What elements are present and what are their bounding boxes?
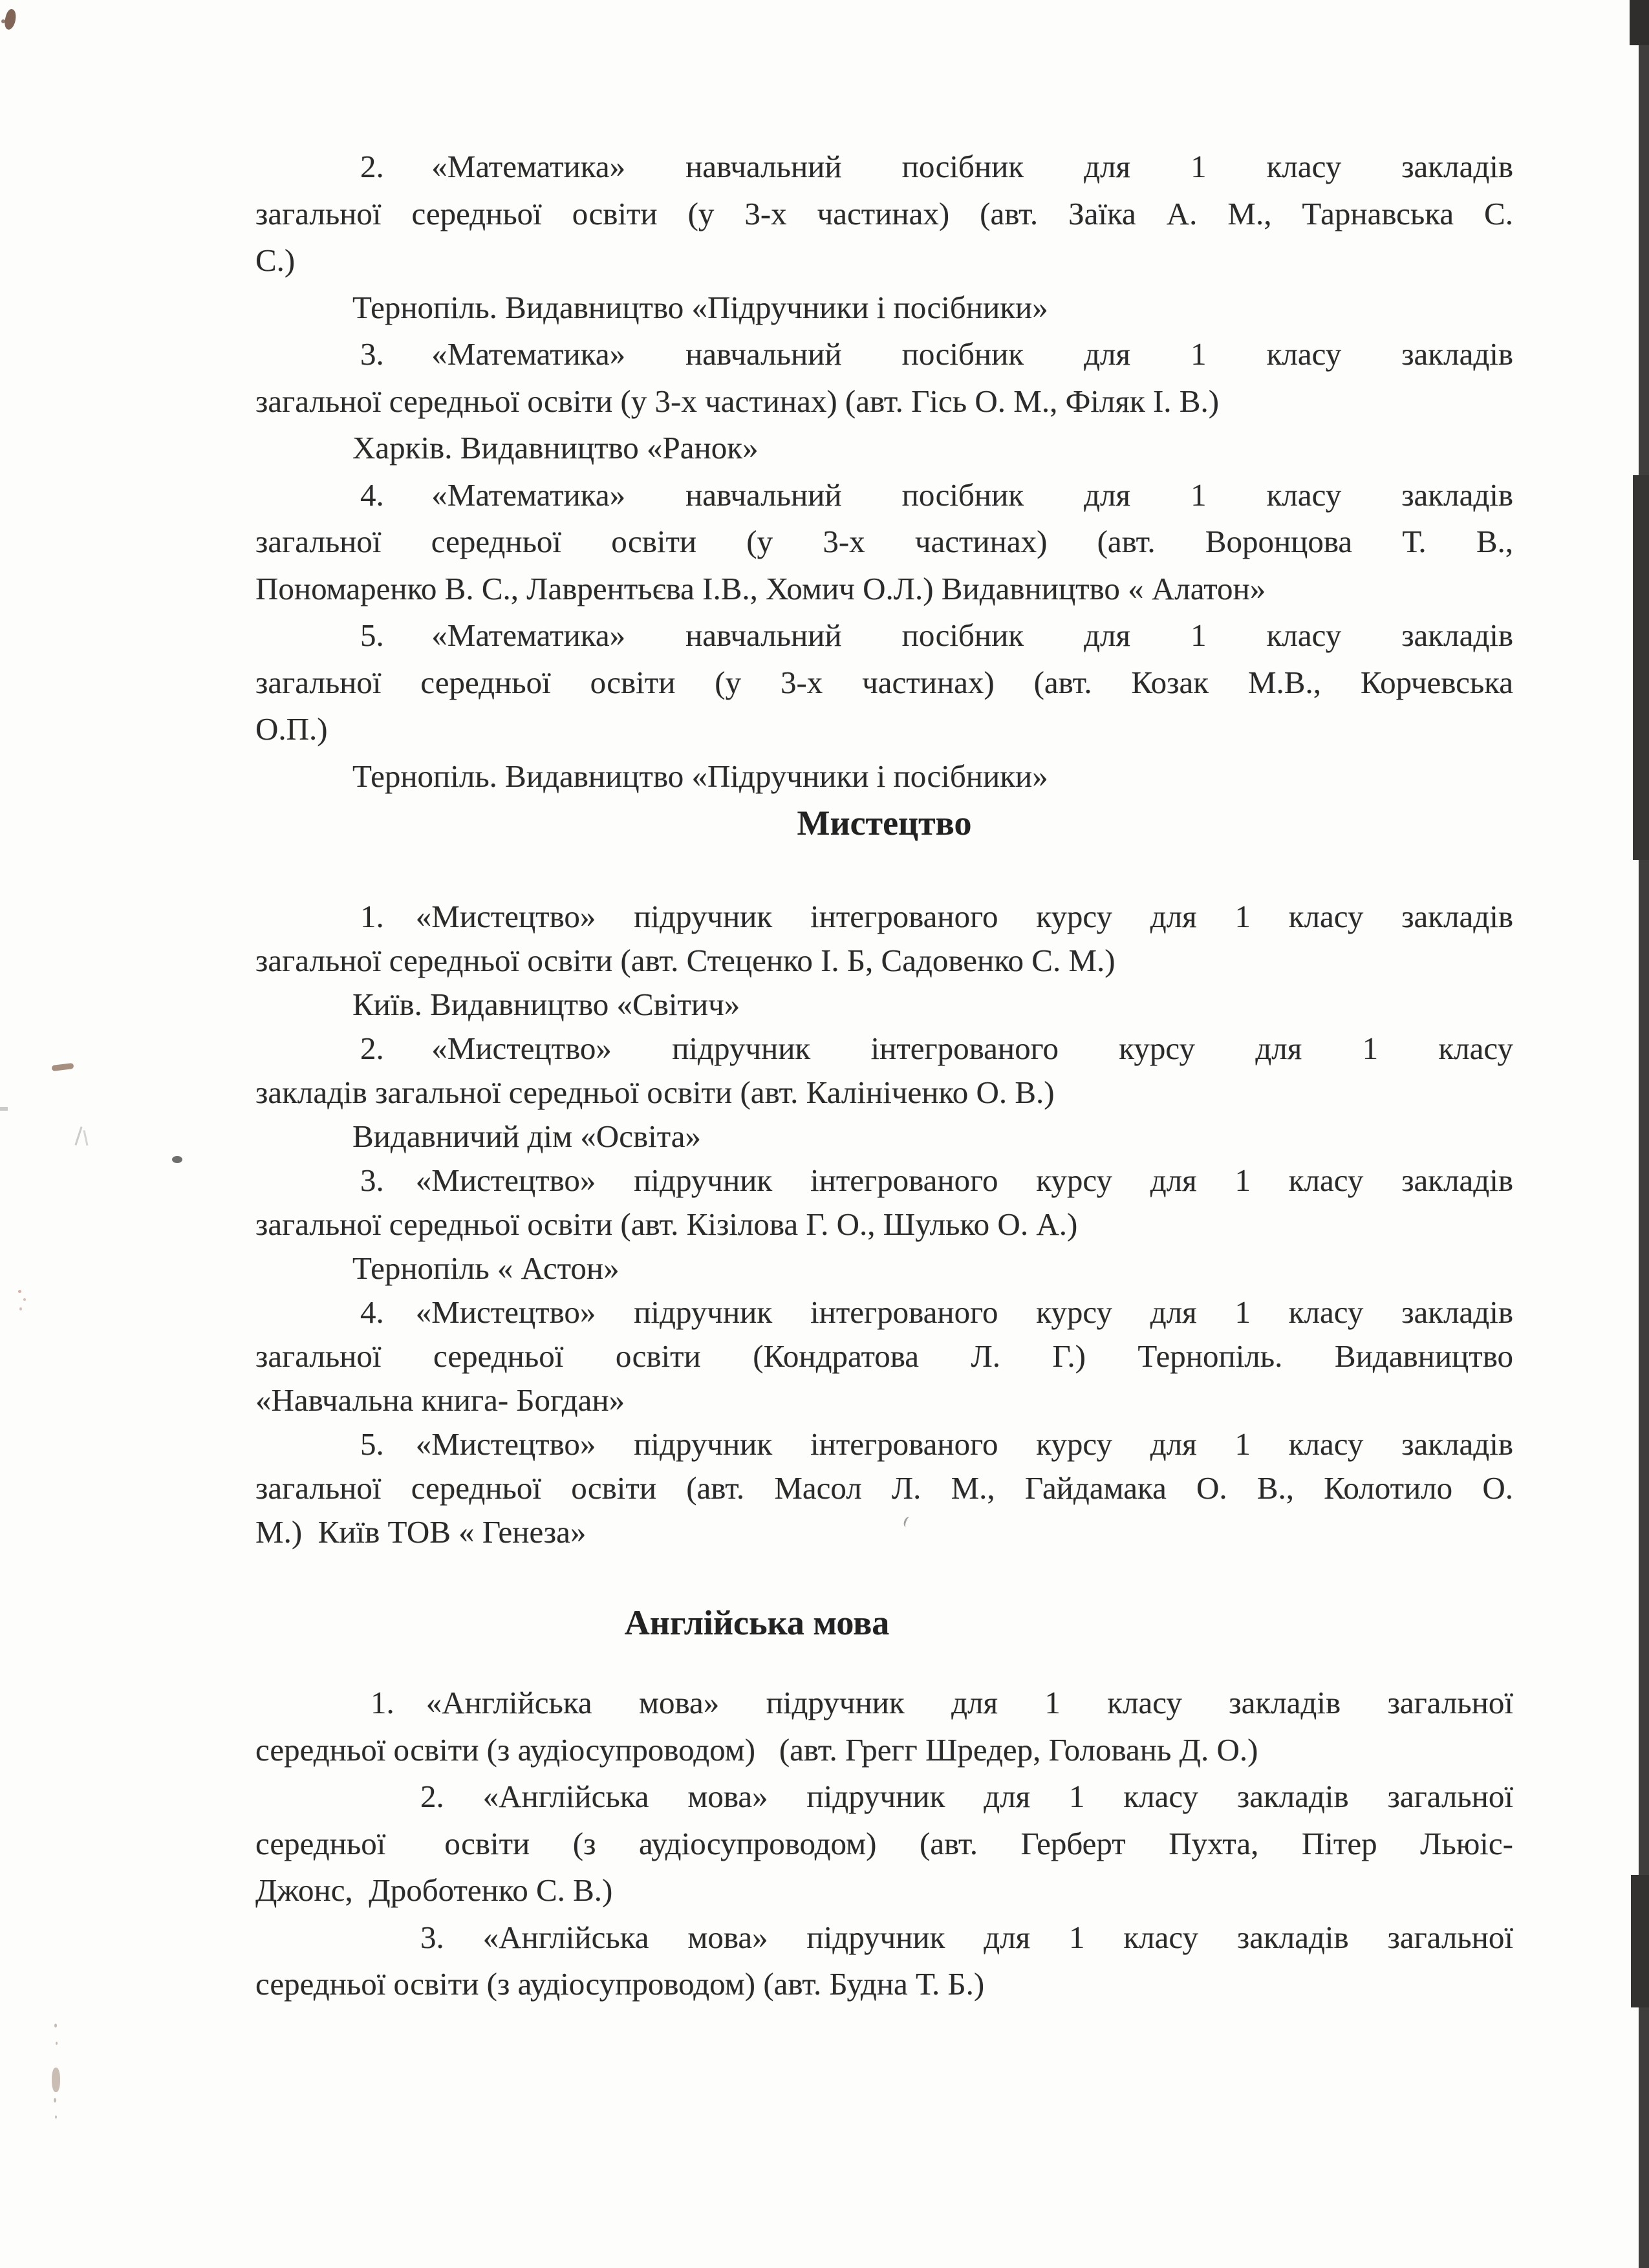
list-item-line: 3. «Англійська мова» підручник для 1 класу закладів загальної — [420, 1919, 1513, 1955]
list-item-line: 2. «Мистецтво» підручник інтегрованого курсу для 1 класу — [360, 1030, 1513, 1066]
list-item-line: 4. «Математика» навчальний посібник для 1 класу закладів — [360, 476, 1513, 513]
pen-smudge — [1, 19, 5, 23]
scan-edge-shadow — [1631, 1875, 1649, 2007]
list-item-line: 1. «Англійська мова» підручник для 1 класу закладів загальної — [371, 1685, 1513, 1720]
list-item-line: 5. «Мистецтво» підручник інтегрованого курсу для 1 класу закладів — [360, 1426, 1513, 1462]
list-item-line: загальної середньої освіти (авт. Кізілова Г. О., Шулько О. А.) — [255, 1206, 1078, 1242]
publisher-line: «Навчальна книга- Богдан» — [255, 1382, 625, 1418]
list-item-line: загальної середньої освіти (авт. Масол Л. М., Гайдамака О. В., Колотило О. — [255, 1470, 1513, 1506]
list-item-line: 3. «Мистецтво» підручник інтегрованого курсу для 1 класу закладів — [360, 1162, 1513, 1198]
list-item-line: середньої освіти (з аудіосупроводом) (авт. Будна Т. Б.) — [255, 1966, 985, 2002]
scan-speck — [54, 2024, 57, 2027]
scan-edge-shadow — [1630, 0, 1649, 45]
section-heading-english: Англійська мова — [624, 1603, 890, 1642]
publisher-line: Тернопіль. Видавництво «Підручники і посібники» — [352, 289, 1048, 325]
scan-speck — [56, 2042, 58, 2045]
list-item-line: О.П.) — [255, 711, 328, 747]
list-item-line: 5. «Математика» навчальний посібник для 1 класу закладів — [360, 617, 1513, 653]
scan-edge-shadow — [1633, 475, 1649, 860]
list-item-line: С.) — [255, 242, 296, 278]
list-item-line: Джонс, Дроботенко С. В.) — [255, 1872, 613, 1908]
section-mathematics — [255, 144, 1513, 800]
publisher-line: Київ. Видавництво «Світич» — [352, 986, 740, 1022]
publisher-line: Харків. Видавництво «Ранок» — [352, 430, 759, 465]
list-item-line: М.) Київ ТОВ « Генеза» — [255, 1514, 587, 1550]
scan-speck — [23, 1298, 26, 1301]
section-heading-art: Мистецтво — [797, 804, 972, 842]
scan-speck — [55, 2115, 57, 2119]
list-item-line: 3. «Математика» навчальний посібник для 1 класу закладів — [360, 336, 1513, 372]
scan-speck — [54, 2098, 56, 2102]
scan-edge-shadow — [1639, 0, 1649, 2268]
publisher-line: Тернопіль « Астон» — [352, 1250, 620, 1286]
scan-speck — [19, 1307, 22, 1311]
list-item-line: загальної середньої освіти (у 3-х частинах) (авт. Заїка А. М., Тарнавська С. — [255, 195, 1513, 231]
margin-pen-mark — [52, 1063, 74, 1071]
list-item-line: 1. «Мистецтво» підручник інтегрованого курсу для 1 класу закладів — [360, 898, 1513, 934]
list-item-line: 2. «Математика» навчальний посібник для 1 класу закладів — [360, 149, 1513, 184]
document-body — [255, 144, 1513, 2008]
list-item-line: Пономаренко В. С., Лаврентьєва І.В., Хомич О.Л.) Видавництво « Алатон» — [255, 570, 1266, 606]
scan-speck — [0, 1107, 8, 1111]
list-item-line: загальної середньої освіти (у 3-х частинах) (авт. Гісь О. М., Філяк І. В.) — [255, 383, 1220, 419]
pen-smudge — [3, 8, 17, 31]
list-item-line: 2. «Англійська мова» підручник для 1 класу закладів загальної — [420, 1779, 1513, 1814]
list-item-line: 4. «Мистецтво» підручник інтегрованого курсу для 1 класу закладів — [360, 1294, 1513, 1330]
list-item-line: середньої освіти (з аудіосупроводом) (авт. Грегг Шредер, Головань Д. О.) — [255, 1731, 1258, 1768]
list-item-line: закладів загальної середньої освіти (авт. Калініченко О. В.) — [255, 1074, 1055, 1110]
ink-dot — [172, 1156, 182, 1163]
publisher-line: Тернопіль. Видавництво «Підручники і посібники» — [352, 758, 1048, 794]
margin-scribble — [83, 1130, 89, 1146]
scan-smudge — [52, 2068, 60, 2092]
scan-speck — [18, 1290, 21, 1293]
list-item-line: загальної середньої освіти (у 3-х частинах) (авт. Козак М.В., Корчевська — [255, 664, 1513, 700]
list-item-line: загальної середньої освіти (у 3-х частинах) (авт. Воронцова Т. В., — [255, 524, 1513, 559]
publisher-line: Видавничий дім «Освіта» — [352, 1118, 701, 1154]
list-item-line: загальної середньої освіти (авт. Стеценко І. Б, Садовенко С. М.) — [255, 942, 1116, 978]
list-item-line: середньої освіти (з аудіосупроводом) (авт. Герберт Пухта, Пітер Льюіс- — [255, 1825, 1513, 1861]
section-art — [255, 895, 1513, 1554]
section-english — [255, 1680, 1513, 2008]
margin-scribble — [74, 1126, 82, 1145]
list-item-line: загальної середньої освіти (Кондратова Л. Г.) Тернопіль. Видавництво — [255, 1338, 1513, 1374]
